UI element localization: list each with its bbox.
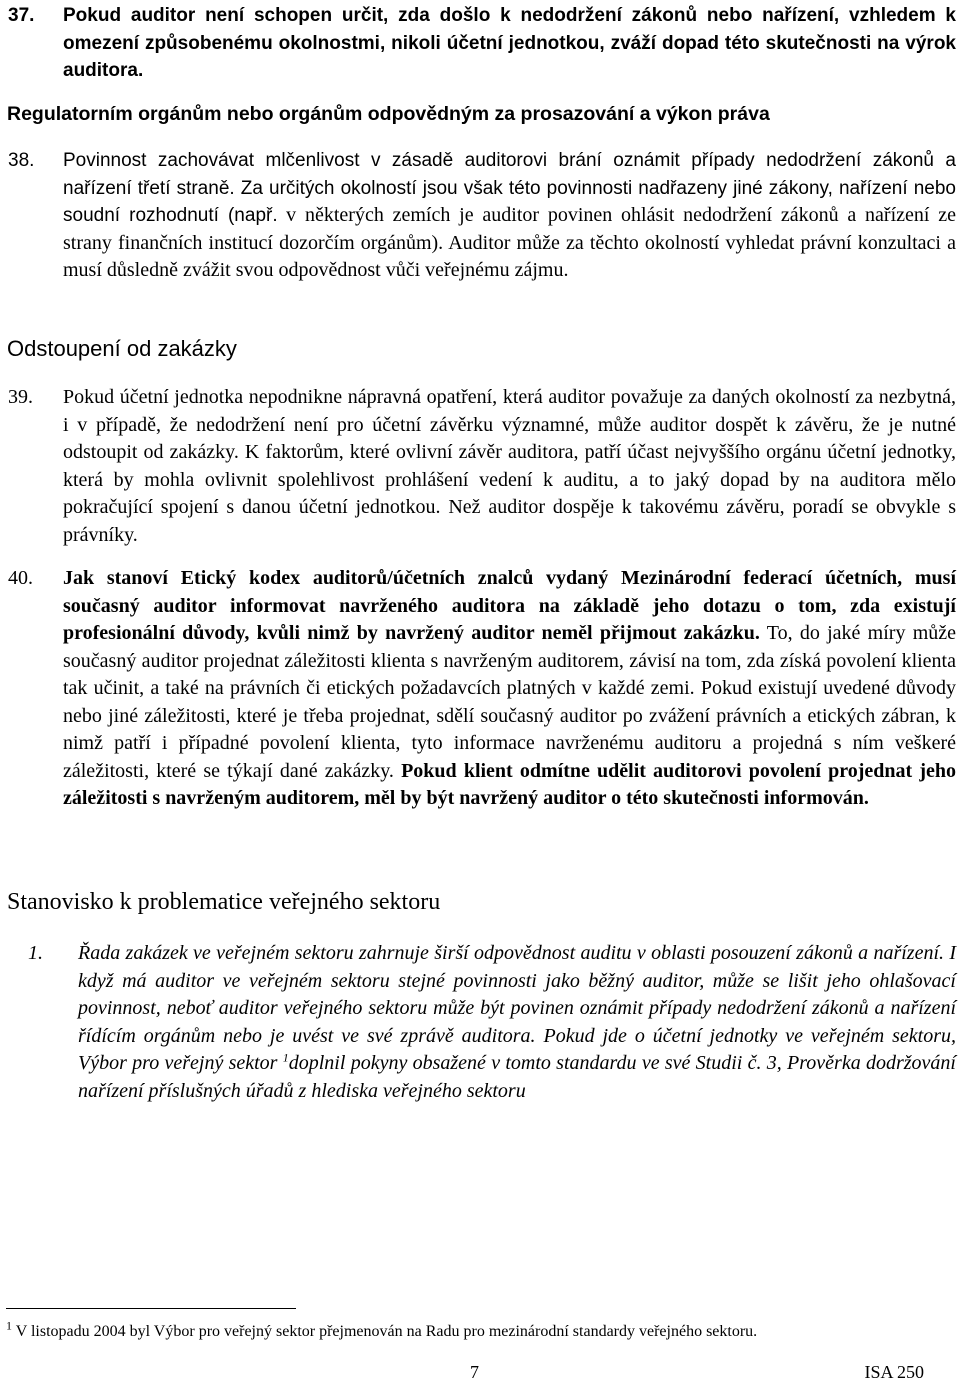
paragraph-38 [8, 147, 956, 285]
public-sector-item-1 [28, 940, 956, 1105]
footnote-marker: 1 [282, 1050, 289, 1065]
paragraph-number: 38. [8, 150, 35, 171]
footnote-number: 1 [6, 1318, 12, 1333]
paragraph-number: 40. [8, 567, 33, 589]
paragraph-text-sans: Povinnost zachovávat mlčenlivost v zásadě auditorovi brání oznámit případy nedodržení zákonů a nařízení třetí straně. Za určitých okolností jsou však této povinnosti nadřazeny jiné zákony, nařízení nebo soudní rozhodnutí (např. [63, 150, 956, 227]
paragraph-text-serif: v některých zemích je auditor povinen ohlásit nedodržení zákonů a nařízení ze strany finančních institucí dozorčím orgánům). Auditor může za těchto okolností vyhledat právní konzultaci a musí důsledně zvážit svou odpovědnost vůči veřejnému zájmu. [63, 204, 957, 282]
paragraph-text-bold-tail: Pokud klient odmítne udělit auditorovi povolení projednat jeho záležitosti s navrženým auditorem, měl by být navržený auditor o této skutečnosti informován. [63, 759, 956, 809]
paragraph-text: Pokud auditor není schopen určit, zda došlo k nedodržení zákonů nebo nařízení, vzhledem k omezení způsobenému okolnostmi, nikoli účetní jednotkou, zváží dopad této skutečnosti na výrok auditora. [63, 5, 956, 82]
paragraph-text: Pokud účetní jednotka nepodnikne nápravná opatření, která auditor považuje za daných okolností za nezbytná, i v případě, že nedodržení není pro účetní závěrku významné, může auditor dospět k závěru, že je nutné odstoupit od zakázky. K faktorům, které ovlivní závěr auditora, patří účast nejvyššího orgánu účetní jednotky, která by mohla ovlivnit spolehlivost prohlášení vedení k auditu, a to jaký dopad by na auditora mělo pokračující spojení s danou účetní jednotkou. Než auditor dospěje k takovému závěru, poradí se obvykle s právníky. [63, 386, 956, 546]
paragraph-text-normal: To, do jaké míry může současný auditor projednat záležitosti klienta s navrženým auditorem, závisí na tom, zda získá povolení klienta tak učinit, a také na právních či etických požadavcích platných v každé zemi. Pokud existují uvedené důvody nebo jiné záležitosti, které je třeba projednat, sdělí současný auditor po zvážení právních a etických zábran, k nimž patří i případné povolení klienta, tyto informace navrženému auditoru a projedná s ním veškeré záležitosti, které se týkají dané zakázky. [63, 622, 957, 782]
paragraph-number: 39. [8, 386, 33, 408]
section-heading-withdrawal: Odstoupení od zakázky [7, 336, 237, 361]
document-identifier: ISA 250 [864, 1362, 924, 1382]
footnote-divider [6, 1308, 296, 1309]
paragraph-number: 37. [8, 5, 35, 26]
section-heading-regulatory: Regulatorním orgánům nebo orgánům odpovědným za prosazování a výkon práva [7, 103, 770, 125]
paragraph-text-bold-lead: Jak stanoví Etický kodex auditorů/účetních znalců vydaný Mezinárodní federací účetních, musí současný auditor informovat navrženého auditora na základě jeho dotazu o tom, zda existují profesionální důvody, kvůli nimž by navržený auditor neměl přijmout zakázku. [63, 567, 956, 644]
section-heading-public-sector: Stanovisko k problematice veřejného sektoru [7, 889, 441, 915]
list-text-part-a: Řada zakázek ve veřejném sektoru zahrnuje širší odpovědnost auditu v oblasti posouzení zákonů a nařízení. I když má auditor ve veřejném sektoru stejné povinnosti jako běžný auditor, může se lišit jeho ohlašovací povinnost, neboť auditor veřejného sektoru může být povinen oznámit případy nedodržení zákonů a nařízení řídícím orgánům nebo je uvést ve své zprávě auditora. Pokud jde o účetní jednotky ve veřejném sektoru, Výbor pro veřejný sektor [78, 942, 956, 1074]
paragraph-39 [8, 384, 956, 549]
paragraph-37 [8, 2, 956, 85]
paragraph-40 [8, 565, 956, 813]
list-number: 1. [28, 942, 43, 964]
footnote-text: V listopadu 2004 byl Výbor pro veřejný sektor přejmenován na Radu pro mezinárodní standardy veřejného sektoru. [15, 1323, 758, 1340]
list-text-part-b: doplnil pokyny obsažené v tomto standardu ve své Studii č. 3, Prověrka dodržování nařízení příslušných úřadů z hlediska veřejného sektoru [78, 1052, 956, 1102]
footnote [6, 1318, 758, 1342]
page-number: 7 [470, 1362, 479, 1382]
